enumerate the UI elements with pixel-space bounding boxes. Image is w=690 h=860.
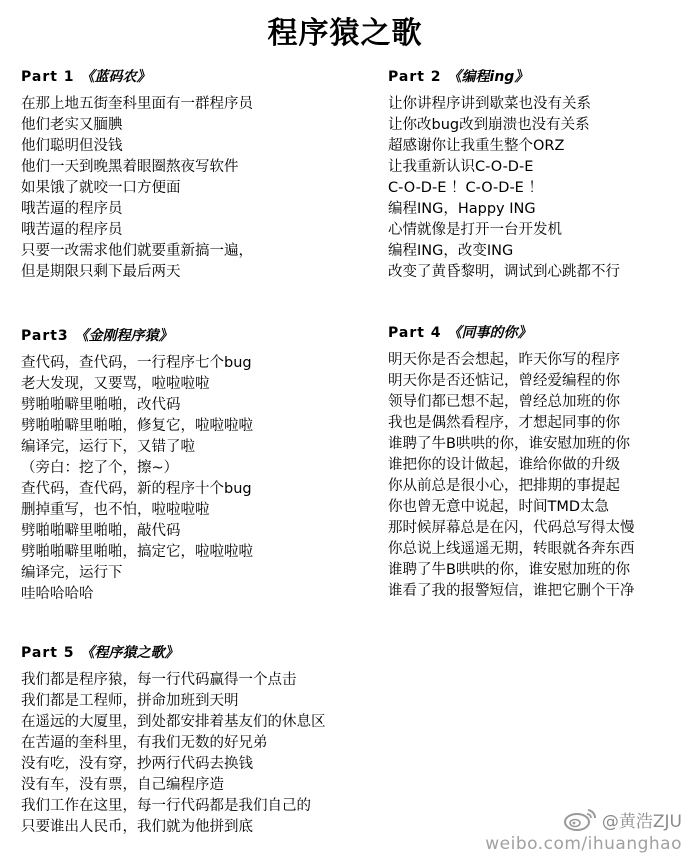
section-part-5 (21, 642, 401, 838)
lyric-line: 查代码，查代码，新的程序十个bug (21, 481, 252, 497)
lyric-line: 你也曾无意中说起，时间TMD太急 (388, 499, 610, 515)
part-label: Part 2 (388, 69, 442, 85)
lyric-line: 编译完，运行下，又错了啦 (21, 439, 195, 455)
section-part-2 (388, 66, 688, 283)
lyric-line: 哦苦逼的程序员 (21, 201, 123, 217)
watermark-handle: @黄浩ZJU (601, 811, 682, 832)
lyric-line: 劈啪啪噼里啪啪，修复它，啦啦啦啦 (21, 418, 253, 434)
lyric-line: 只要谁出人民币，我们就为他拼到底 (21, 819, 253, 835)
part-label: Part 5 (21, 645, 75, 661)
lyric-line: 明天你是否会想起，昨天你写的程序 (388, 352, 620, 368)
lyric-line: 你从前总是很小心，把排期的事提起 (388, 478, 620, 494)
section-heading (21, 642, 401, 664)
part-label: Part3 (21, 328, 69, 344)
lyric-line: 心情就像是打开一台开发机 (388, 222, 562, 238)
lyric-line: 谁聘了牛B哄哄的你，谁安慰加班的你 (388, 562, 630, 578)
lyric-line: 谁看了我的报警短信，谁把它删个干净 (388, 583, 635, 599)
lyric-line: （旁白：挖了个，擦~） (21, 460, 179, 476)
lyric-line: 编译完，运行下 (21, 565, 123, 581)
lyric-line: 在苦逼的奎科里，有我们无数的好兄弟 (21, 735, 268, 751)
lyric-line: 让我重新认识C-O-D-E (388, 159, 534, 175)
lyric-line: 超感谢你让我重生整个ORZ (388, 138, 565, 154)
page-title: 程序猿之歌 (267, 16, 423, 51)
lyric-line: 我也是偶然看程序，才想起同事的你 (388, 415, 620, 431)
lyrics (21, 670, 401, 838)
lyric-line: 那时候屏幕总是在闪，代码总写得太慢 (388, 520, 635, 536)
watermark-url: weibo.com/ihuanghao (485, 834, 682, 854)
lyrics (388, 94, 688, 283)
lyric-line: 在那上地五街奎科里面有一群程序员 (21, 96, 253, 112)
section-part-4 (388, 322, 688, 602)
lyrics (21, 353, 351, 605)
lyric-line: 劈啪啪噼里啪啪，敲代码 (21, 523, 181, 539)
lyric-line: 哇哈哈哈哈 (21, 586, 94, 602)
lyric-line: 让你改bug改到崩溃也没有关系 (388, 117, 590, 133)
weibo-logo-icon (562, 806, 598, 832)
lyric-line: 老大发现，又要骂，啦啦啦啦 (21, 376, 210, 392)
section-part-3 (21, 325, 351, 605)
part-name: 《金刚程序猿》 (74, 328, 173, 344)
section-heading (21, 325, 351, 347)
part-name: 《蓝码农》 (80, 69, 151, 85)
lyrics (21, 94, 351, 283)
lyric-line: 我们都是程序猿，每一行代码赢得一个点击 (21, 672, 297, 688)
lyrics (388, 350, 688, 602)
lyric-line: 编程ING，改变ING (388, 243, 514, 259)
lyric-line: 明天你是否还惦记，曾经爱编程的你 (388, 373, 620, 389)
section-heading (388, 322, 688, 344)
lyric-line: 领导们都已想不起，曾经总加班的你 (388, 394, 620, 410)
lyric-line: 劈啪啪噼里啪啪，搞定它，啦啦啦啦 (21, 544, 253, 560)
lyric-line: 让你讲程序讲到歇菜也没有关系 (388, 96, 591, 112)
lyric-line: 谁聘了牛B哄哄的你，谁安慰加班的你 (388, 436, 630, 452)
lyric-line: 在遥远的大厦里，到处都安排着基友们的休息区 (21, 714, 326, 730)
lyric-line: 改变了黄昏黎明，调试到心跳都不行 (388, 264, 620, 280)
lyric-line: 他们老实又腼腆 (21, 117, 123, 133)
section-part-1 (21, 66, 351, 283)
lyric-line: 没有车，没有票，自己编程序造 (21, 777, 224, 793)
lyric-line: 如果饿了就咬一口方便面 (21, 180, 181, 196)
section-heading (21, 66, 351, 88)
lyric-line: C-O-D-E ！C-O-D-E ！ (388, 180, 543, 196)
lyric-line: 劈啪啪噼里啪啪，改代码 (21, 397, 181, 413)
lyric-line: 编程ING，Happy ING (388, 201, 536, 217)
lyric-line: 哦苦逼的程序员 (21, 222, 123, 238)
lyric-line: 查代码，查代码，一行程序七个bug (21, 355, 252, 371)
section-heading (388, 66, 688, 88)
lyric-line: 他们一天到晚黑着眼圈熬夜写软件 (21, 159, 239, 175)
part-name: 《编程ing》 (447, 69, 529, 85)
part-label: Part 4 (388, 325, 442, 341)
lyric-line: 你总说上线遥遥无期，转眼就各奔东西 (388, 541, 635, 557)
weibo-watermark (485, 806, 682, 854)
lyric-line: 删掉重写，也不怕，啦啦啦啦 (21, 502, 210, 518)
part-label: Part 1 (21, 69, 75, 85)
part-name: 《同事的你》 (447, 325, 532, 341)
lyric-line: 但是期限只剩下最后两天 (21, 264, 181, 280)
part-name: 《程序猿之歌》 (80, 645, 179, 661)
lyric-line: 谁把你的设计做起，谁给你做的升级 (388, 457, 620, 473)
lyric-line: 他们聪明但没钱 (21, 138, 123, 154)
lyric-line: 我们工作在这里，每一行代码都是我们自己的 (21, 798, 311, 814)
lyric-line: 没有吃，没有穿，抄两行代码去换钱 (21, 756, 253, 772)
lyric-line: 只要一改需求他们就要重新搞一遍， (21, 243, 253, 259)
watermark-handle-row (485, 806, 682, 832)
lyric-line: 我们都是工程师，拼命加班到天明 (21, 693, 239, 709)
